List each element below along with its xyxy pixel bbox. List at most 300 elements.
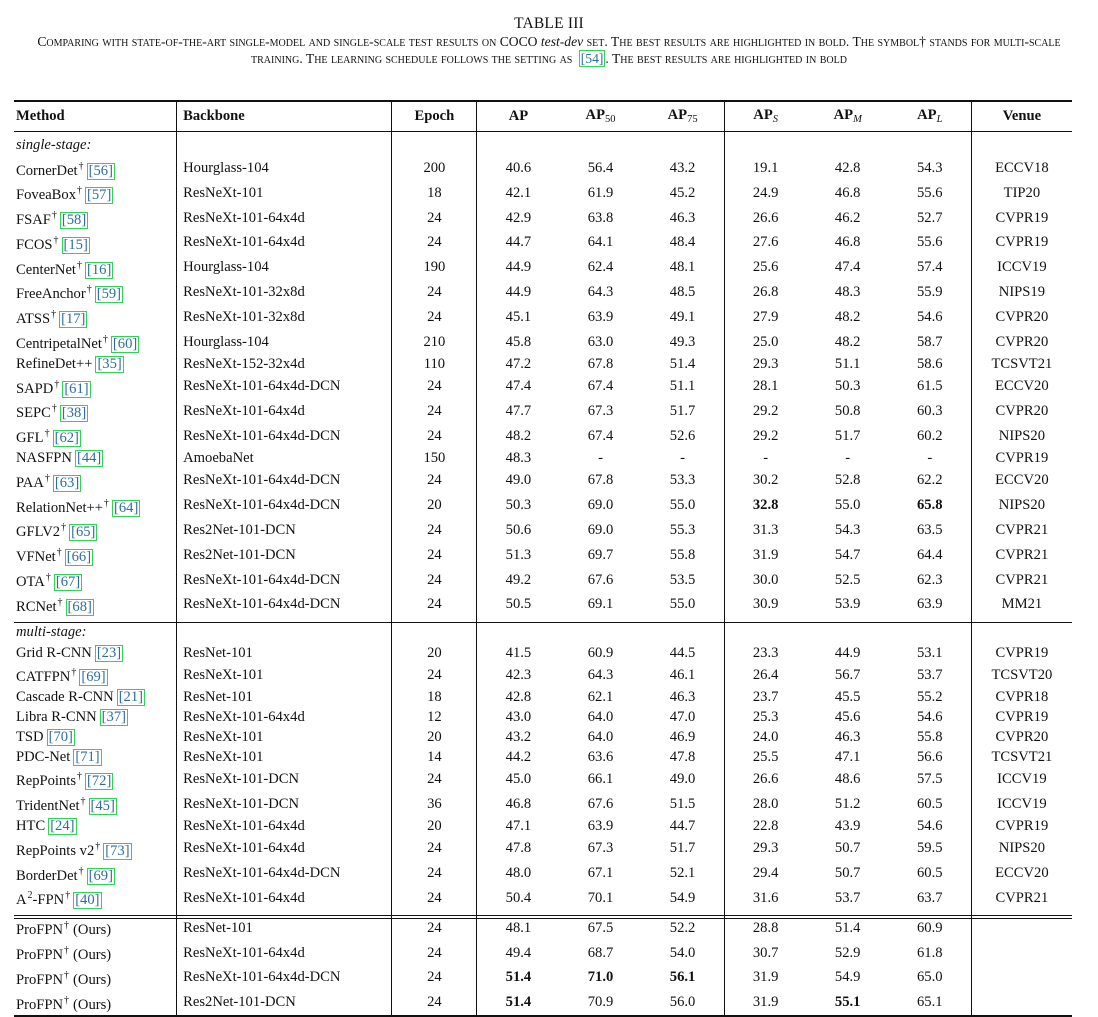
multi-scale-dagger: † [56, 547, 62, 559]
table-row [14, 837, 1072, 862]
apl-cell: 65.8 [916, 497, 943, 514]
multi-scale-dagger: † [51, 210, 57, 222]
citation-link[interactable]: [58] [61, 212, 87, 229]
citation-link[interactable]: [61] [64, 380, 89, 397]
epoch-cell: 24 [392, 518, 477, 543]
apl-cell: 60.9 [889, 916, 972, 941]
ap50-cell: 67.3 [587, 402, 614, 419]
multi-scale-dagger: † [78, 865, 84, 877]
multi-scale-dagger: † [64, 994, 70, 1006]
citation-link[interactable]: [35] [97, 355, 122, 372]
citation-link[interactable]: [37] [101, 709, 126, 726]
venue-cell [971, 966, 1072, 991]
multi-scale-dagger: † [86, 284, 92, 296]
venue-cell: ECCV18 [971, 157, 1072, 182]
ap75-cell: 51.7 [642, 399, 725, 424]
method-name: SAPD [16, 380, 54, 397]
table-row [14, 280, 1072, 305]
method-superscript: 2 [27, 890, 33, 902]
venue-cell: CVPR21 [971, 543, 1072, 568]
table-row [14, 792, 1072, 817]
aps-cell: 29.3 [752, 355, 779, 372]
venue-cell: NIPS19 [971, 280, 1072, 305]
caption-part-3: . The best results are highlighted in bold [605, 51, 847, 66]
method-cell [14, 424, 177, 449]
multi-scale-dagger: † [64, 920, 70, 932]
backbone-cell: ResNeXt-101 [177, 728, 392, 748]
method-name: CATFPN [16, 669, 71, 686]
method-cell [14, 469, 177, 494]
method-cell [14, 728, 177, 748]
method-name: TridentNet [16, 798, 80, 815]
apm-cell: 50.7 [834, 865, 861, 882]
method-cell [14, 644, 177, 664]
citation-link[interactable]: [40] [75, 892, 100, 909]
citation-link[interactable]: [73] [105, 842, 130, 859]
epoch-cell: 24 [392, 966, 477, 991]
aps-cell: 28.1 [752, 378, 779, 395]
method-name: ProFPN [16, 971, 64, 988]
citation-link[interactable]: [70] [48, 728, 73, 745]
ap50-cell: 67.8 [587, 355, 614, 372]
epoch-cell: 24 [392, 399, 477, 424]
method-cell [14, 518, 177, 543]
method-name: Libra R-CNN [16, 709, 97, 726]
ap-cell: 42.1 [505, 184, 532, 201]
epoch-cell: 24 [392, 568, 477, 593]
ap-cell: 40.6 [505, 160, 532, 176]
aps-cell: 32.8 [752, 497, 779, 514]
aps-cell: 31.6 [752, 889, 779, 906]
citation-link[interactable]: [23] [96, 644, 122, 661]
citation-link[interactable]: [38] [61, 405, 87, 422]
ap75-cell: 56.0 [642, 991, 725, 1017]
aps-cell: 19.1 [752, 160, 779, 176]
backbone-cell: ResNeXt-101-DCN [177, 767, 392, 792]
apm-cell: 46.2 [834, 209, 861, 226]
multi-scale-dagger: † [95, 840, 101, 852]
table-row [14, 767, 1072, 792]
apm-cell: 47.4 [834, 259, 861, 276]
ap-cell: 48.3 [505, 450, 532, 467]
citation-link[interactable]: [69] [88, 867, 113, 884]
multi-scale-dagger: † [53, 234, 59, 246]
method-name: FreeAnchor [16, 286, 86, 303]
ap-cell: 48.1 [477, 916, 560, 941]
apl-cell: 53.7 [916, 666, 943, 683]
apl-cell: 61.5 [916, 378, 943, 395]
ap50-cell: 71.0 [587, 969, 614, 986]
ap-cell: 49.0 [505, 472, 532, 489]
backbone-cell: ResNeXt-101-64x4d [177, 886, 392, 911]
epoch-cell: 150 [392, 449, 477, 469]
table-row [14, 817, 1072, 837]
apl-cell: 55.8 [916, 728, 943, 745]
ap50-cell: 63.8 [587, 209, 614, 226]
method-cell [14, 767, 177, 792]
ap75-cell: 53.5 [642, 568, 725, 593]
epoch-cell: 24 [392, 886, 477, 911]
apl-cell: 55.9 [916, 283, 943, 300]
apl-cell: 62.3 [916, 571, 943, 588]
method-name: PDC-Net [16, 748, 71, 765]
citation-link[interactable]: [68] [67, 598, 92, 615]
venue-cell: CVPR19 [971, 708, 1072, 728]
table-title: TABLE III [514, 15, 584, 32]
citation-link[interactable]: [56] [88, 162, 113, 179]
ap75-cell: 49.0 [642, 767, 725, 792]
ap50-cell: 69.7 [587, 546, 614, 563]
header-epoch: Epoch [392, 101, 477, 131]
citation-link[interactable]: [63] [54, 474, 80, 491]
venue-cell: CVPR20 [971, 305, 1072, 330]
header-method: Method [14, 101, 177, 131]
epoch-cell: 12 [392, 708, 477, 728]
apm-cell: 50.3 [834, 378, 861, 395]
method-name: ProFPN [16, 947, 64, 963]
method-name: ProFPN [16, 996, 64, 1013]
citation-link[interactable]: [44] [76, 450, 102, 467]
table-row [14, 991, 1072, 1017]
citation-link[interactable]: [65] [71, 524, 96, 541]
apl-cell: 55.6 [916, 234, 943, 251]
method-name: RefineDet++ [16, 355, 93, 372]
aps-cell: 25.5 [752, 748, 779, 765]
citation-link[interactable]: [17] [61, 311, 86, 328]
multi-scale-dagger: † [77, 185, 82, 197]
caption-part-1: Comparing with state-of-the-art single-model and single-scale test results on COCO [37, 34, 541, 49]
apl-cell: 55.6 [916, 184, 943, 201]
ap-cell: 51.3 [505, 546, 532, 563]
method-cell [14, 941, 177, 966]
backbone-cell: ResNeXt-101 [177, 663, 392, 688]
method-cell [14, 593, 177, 618]
venue-cell [971, 991, 1072, 1017]
apl-cell: 52.7 [916, 209, 943, 226]
venue-cell: CVPR18 [971, 688, 1072, 708]
venue-cell: TCSVT20 [971, 663, 1072, 688]
method-name: PAA [16, 474, 44, 491]
epoch-cell: 200 [392, 157, 477, 182]
multi-scale-dagger: † [64, 945, 70, 956]
citation-link[interactable]: [57] [87, 187, 112, 204]
aps-cell: 24.9 [752, 184, 779, 201]
ap50-cell: 62.4 [587, 259, 614, 276]
method-cell [14, 330, 177, 355]
apl-cell: 65.1 [889, 991, 972, 1017]
backbone-cell: ResNeXt-101-64x4d [177, 206, 392, 231]
epoch-cell: 24 [392, 837, 477, 862]
section-multi-stage [14, 622, 1072, 644]
ap75-cell: 55.3 [642, 518, 725, 543]
ap-cell: 43.2 [505, 728, 532, 745]
citation-link[interactable]: [66] [66, 549, 92, 566]
ap-cell: 42.9 [505, 209, 532, 226]
ap-cell: 46.8 [505, 795, 532, 812]
apl-cell: 62.2 [916, 472, 943, 489]
ap75-cell: 47.8 [642, 748, 725, 768]
citation-link[interactable]: [60] [112, 336, 138, 353]
venue-cell: CVPR20 [971, 728, 1072, 748]
multi-scale-dagger: † [45, 572, 51, 584]
venue-cell: CVPR21 [971, 518, 1072, 543]
venue-cell: TCSVT21 [971, 355, 1072, 375]
aps-cell: 30.7 [752, 944, 779, 961]
citation-link[interactable]: [15] [63, 236, 88, 253]
method-name: OTA [16, 574, 45, 591]
ap-cell: 44.9 [505, 283, 532, 300]
ap50-cell: 68.7 [587, 944, 614, 961]
venue-cell: NIPS20 [971, 837, 1072, 862]
epoch-cell: 24 [392, 424, 477, 449]
method-cell [14, 837, 177, 862]
ap50-cell: 67.4 [587, 378, 614, 395]
ap-cell: 43.0 [505, 709, 532, 726]
ap75-cell: 48.4 [642, 231, 725, 256]
method-name: Cascade R-CNN [16, 689, 114, 706]
backbone-cell: ResNeXt-101-64x4d-DCN [177, 593, 392, 618]
multi-scale-dagger: † [80, 796, 86, 808]
header-apl: $AP_L$ [889, 101, 972, 131]
ap50-cell: 69.0 [587, 497, 614, 514]
table-row [14, 688, 1072, 708]
ap50-cell: - [598, 450, 603, 467]
epoch-cell: 24 [392, 543, 477, 568]
method-name: TSD [16, 728, 44, 745]
backbone-cell: Res2Net-101-DCN [177, 518, 392, 543]
results-table [14, 100, 1072, 1017]
aps-cell: 25.6 [752, 259, 779, 276]
method-name: FSAF [16, 212, 51, 229]
table-body [14, 131, 1072, 1016]
method-cell [14, 206, 177, 231]
ap75-cell: 54.0 [642, 941, 725, 966]
section-multi-stage-label: multi-stage: [16, 624, 87, 641]
aps-cell: 27.6 [752, 234, 779, 251]
aps-cell: 25.3 [752, 709, 779, 726]
table-row [14, 181, 1072, 206]
header-backbone: Backbone [177, 101, 392, 131]
method-name: RCNet [16, 598, 57, 615]
table-row [14, 399, 1072, 424]
caption-part-2: set. The best results are highlighted in bold. The symbol† stands for multi-scale training. The learning schedule follows the setting as [251, 34, 1061, 66]
ap-cell: 45.1 [505, 308, 532, 325]
ap50-cell: 64.3 [587, 283, 614, 300]
venue-cell [971, 916, 1072, 941]
apm-cell: 50.7 [834, 840, 861, 857]
method-cell [14, 817, 177, 837]
ap50-cell: 63.9 [587, 818, 614, 835]
epoch-cell: 20 [392, 494, 477, 519]
ap50-cell: 67.6 [587, 795, 614, 812]
citation-link[interactable]: [21] [118, 689, 144, 706]
ap-cell: 47.2 [505, 355, 532, 372]
venue-cell: ECCV20 [971, 375, 1072, 400]
method-cell [14, 256, 177, 281]
apl-cell: 54.6 [916, 308, 943, 325]
ap75-cell: - [642, 449, 725, 469]
citation-link[interactable]: [45] [90, 798, 115, 815]
table-row [14, 644, 1072, 664]
epoch-cell: 24 [392, 206, 477, 231]
aps-cell: 30.9 [752, 596, 779, 613]
citation-link[interactable]: [59] [96, 286, 122, 303]
aps-cell: 29.4 [752, 865, 779, 882]
apm-cell: 46.8 [834, 234, 861, 251]
aps-cell: 29.3 [752, 840, 779, 857]
ap75-cell: 48.5 [642, 280, 725, 305]
header-venue: Venue [971, 101, 1072, 131]
ap-cell: 50.3 [505, 497, 532, 514]
ap75-cell: 44.7 [642, 817, 725, 837]
aps-cell: 31.9 [724, 991, 807, 1017]
backbone-cell: ResNeXt-101-64x4d-DCN [177, 966, 392, 991]
method-name: ATSS [16, 311, 51, 328]
header-ap: AP [477, 101, 560, 131]
aps-cell: 31.3 [752, 521, 779, 538]
citation-link[interactable]: [71] [75, 748, 100, 765]
citation-link[interactable]: [69] [81, 669, 106, 686]
ap50-cell: 67.3 [587, 840, 614, 857]
ap75-cell: 51.7 [642, 837, 725, 862]
table-row [14, 494, 1072, 519]
venue-cell: ICCV19 [971, 792, 1072, 817]
apm-cell: 56.7 [834, 666, 861, 683]
backbone-cell: ResNet-101 [177, 688, 392, 708]
apm-cell: 43.9 [834, 818, 861, 835]
apl-cell: 63.5 [916, 521, 943, 538]
table-row [14, 256, 1072, 281]
apm-cell: 45.5 [834, 689, 861, 706]
aps-cell: 26.8 [752, 283, 779, 300]
method-name: CentripetalNet [16, 336, 102, 353]
table-row [14, 593, 1072, 618]
apm-cell: 44.9 [834, 644, 861, 661]
epoch-cell: 24 [392, 663, 477, 688]
backbone-cell: ResNet-101 [177, 916, 392, 941]
backbone-cell: ResNeXt-101-64x4d-DCN [177, 469, 392, 494]
apm-cell: 51.4 [807, 916, 889, 941]
ap75-cell: 47.0 [642, 708, 725, 728]
apm-cell: 47.1 [834, 748, 861, 765]
citation-link[interactable]: [62] [54, 430, 79, 447]
apm-cell: 52.5 [834, 571, 861, 588]
apl-cell: 59.5 [916, 840, 943, 857]
venue-cell: TIP20 [971, 181, 1072, 206]
citation-link[interactable]: [64] [113, 499, 139, 516]
multi-scale-dagger: † [51, 403, 57, 415]
method-name: HTC [16, 818, 46, 835]
epoch-cell: 190 [392, 256, 477, 281]
apm-cell: 51.1 [834, 355, 861, 372]
venue-cell [971, 941, 1072, 966]
ap-cell: 44.2 [505, 748, 532, 765]
apm-cell: 54.3 [834, 521, 861, 538]
method-name: GFL [16, 430, 44, 447]
table-row [14, 305, 1072, 330]
ap-cell: 50.5 [505, 596, 532, 613]
table-row [14, 206, 1072, 231]
table-row [14, 886, 1072, 911]
method-name-suffix: -FPN [32, 892, 65, 909]
citation-link[interactable]: [16] [86, 261, 112, 278]
method-name: A [16, 892, 27, 909]
ap75-cell: 53.3 [642, 469, 725, 494]
ap75-cell: 44.5 [642, 644, 725, 664]
apm-cell: 46.8 [834, 184, 861, 201]
method-name: NASFPN [16, 450, 72, 467]
ours-note: (Ours) [73, 996, 112, 1013]
method-name: RepPoints [16, 773, 77, 790]
method-cell [14, 663, 177, 688]
caption-citation-link[interactable]: [54] [580, 51, 604, 66]
header-aps: $AP_S$ [724, 101, 807, 131]
table-row [14, 966, 1072, 991]
multi-scale-dagger: † [65, 890, 71, 902]
aps-cell: - [763, 450, 769, 467]
multi-scale-dagger: † [61, 522, 67, 534]
ap75-cell: 43.2 [642, 157, 725, 182]
epoch-cell: 210 [392, 330, 477, 355]
ap-cell: 44.7 [505, 234, 532, 251]
aps-cell: 25.0 [752, 333, 779, 350]
multi-scale-dagger: † [57, 596, 63, 608]
apl-cell: 60.5 [916, 795, 943, 812]
ours-note: (Ours) [73, 971, 112, 988]
apm-cell: 52.8 [834, 472, 861, 489]
apl-cell: 60.3 [916, 402, 943, 419]
backbone-cell: ResNet-101 [177, 644, 392, 664]
table-row [14, 862, 1072, 887]
ap50-cell: 67.4 [587, 427, 614, 444]
apl-cell: 53.1 [916, 644, 943, 661]
ap50-cell: 64.0 [587, 709, 614, 726]
aps-cell: 26.6 [752, 209, 779, 226]
backbone-cell: ResNeXt-101-64x4d [177, 837, 392, 862]
ap-cell: 47.8 [505, 840, 532, 857]
apl-cell: 54.6 [916, 709, 943, 726]
backbone-cell: ResNeXt-101-64x4d [177, 817, 392, 837]
header-ap75: $AP_{75}$ [642, 101, 725, 131]
method-cell [14, 399, 177, 424]
caption-italic: test-dev [540, 34, 584, 49]
backbone-cell: ResNeXt-101-64x4d-DCN [177, 375, 392, 400]
citation-link[interactable]: [72] [87, 773, 112, 790]
apm-cell: 48.3 [834, 283, 861, 300]
ap-cell: 49.4 [505, 944, 532, 961]
ap75-cell: 46.3 [642, 688, 725, 708]
venue-cell: ECCV20 [971, 469, 1072, 494]
venue-cell: ICCV19 [971, 767, 1072, 792]
multi-scale-dagger: † [77, 771, 83, 783]
table-row [14, 449, 1072, 469]
citation-link[interactable]: [24] [50, 818, 75, 835]
citation-link[interactable]: [67] [55, 574, 81, 591]
ap50-cell: 66.1 [587, 770, 614, 787]
aps-cell: 31.9 [752, 546, 779, 563]
table-row [14, 663, 1072, 688]
aps-cell: 29.2 [752, 427, 779, 444]
apm-cell: 48.6 [834, 770, 861, 787]
venue-cell: CVPR19 [971, 449, 1072, 469]
backbone-cell: Hourglass-104 [177, 256, 392, 281]
method-name: ProFPN [16, 922, 64, 939]
table-row [14, 375, 1072, 400]
backbone-cell: Hourglass-104 [177, 157, 392, 182]
apl-cell: 64.4 [916, 546, 943, 563]
ap-cell: 49.2 [505, 571, 532, 588]
backbone-cell: ResNeXt-101-64x4d-DCN [177, 494, 392, 519]
